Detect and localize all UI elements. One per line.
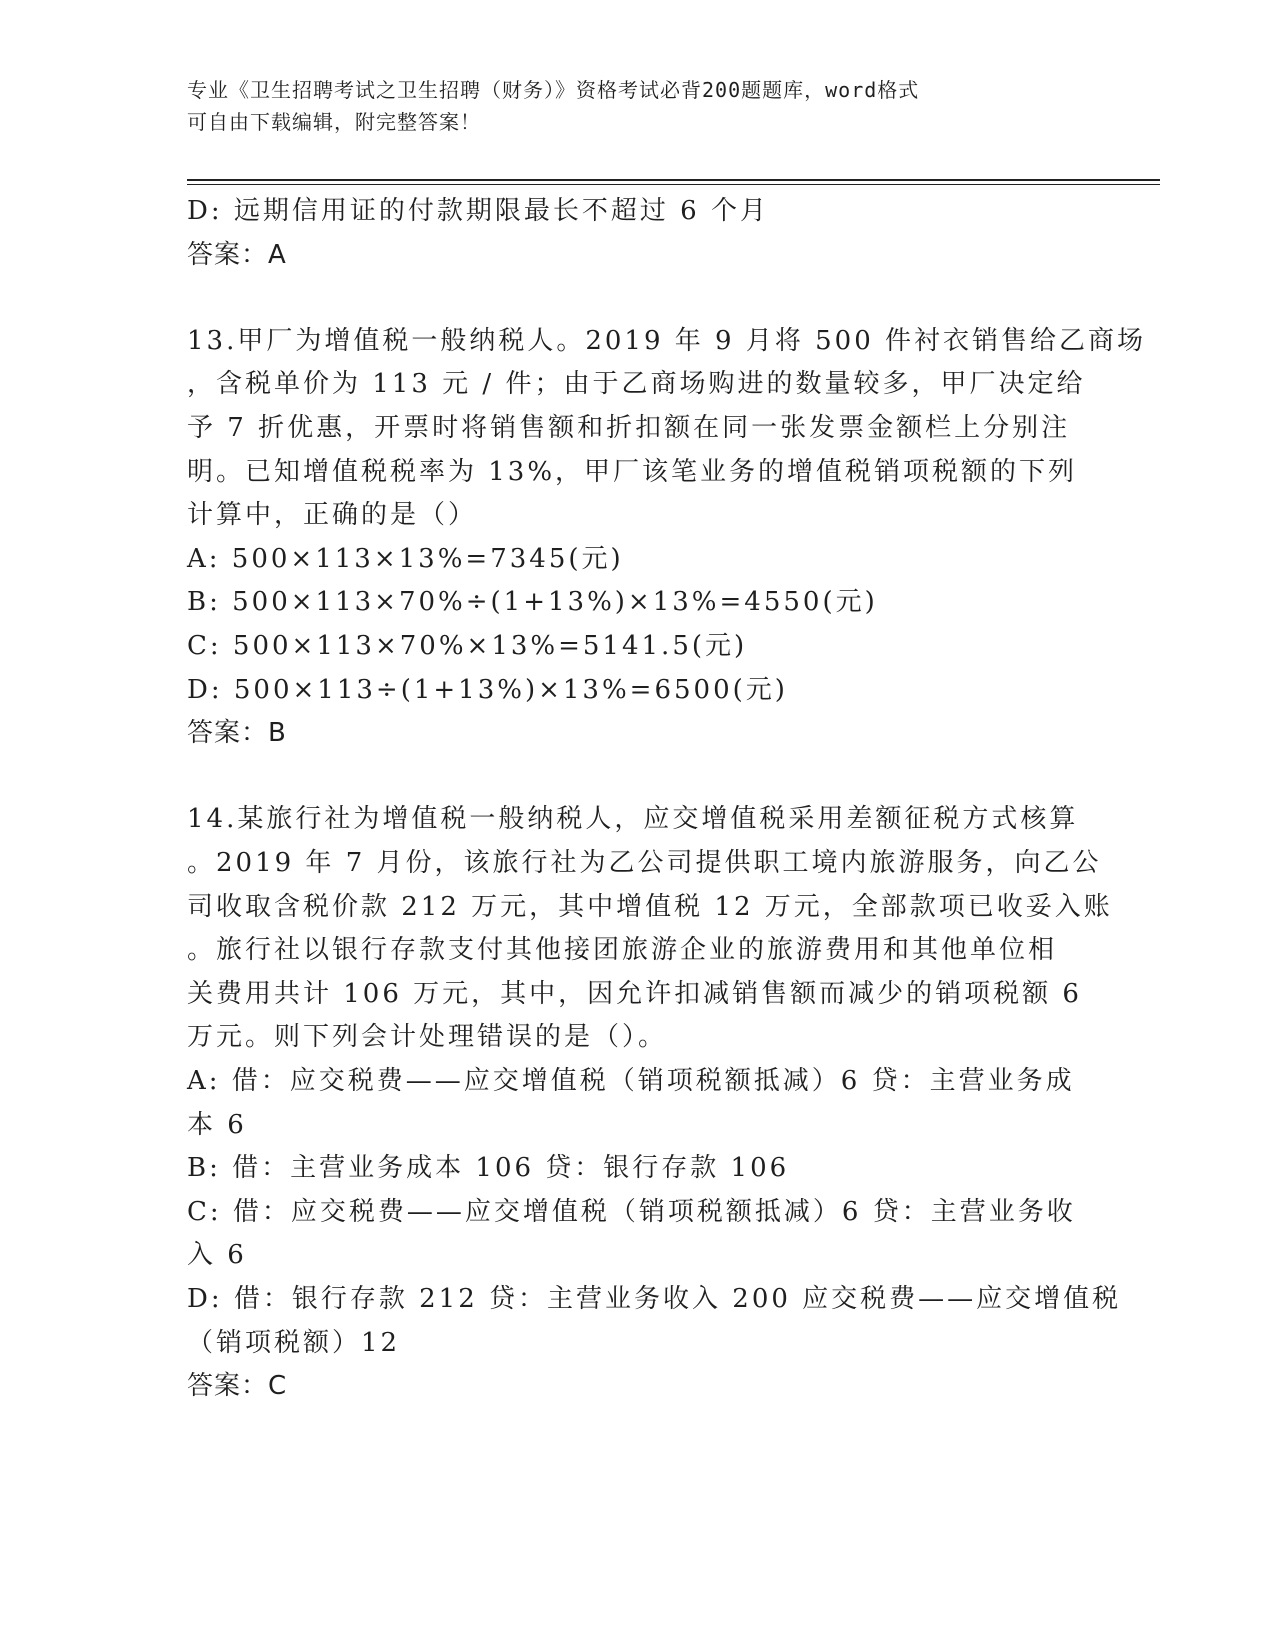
q14-option-b: B: 借：主营业务成本 106 贷：银行存款 106 (187, 1153, 790, 1183)
q13-option-b: B: 500×113×70%÷(1+13%)×13%=4550(元) (187, 587, 878, 617)
q14-option-a-cont: 本 6 (187, 1110, 247, 1140)
q13-stem-line: 计算中，正确的是（） (187, 500, 478, 530)
q13-stem-line: ，含税单价为 113 元 / 件；由于乙商场购进的数量较多，甲厂决定给 (187, 369, 1086, 399)
q12-option-d: D: 远期信用证的付款期限最长不超过 6 个月 (187, 196, 769, 226)
q13-stem-line: 明。已知增值税税率为 13%，甲厂该笔业务的增值税销项税额的下列 (187, 457, 1078, 487)
q13-option-d: D: 500×113÷(1+13%)×13%=6500(元) (187, 675, 788, 705)
q14-option-a: A: 借：应交税费——应交增值税（销项税额抵减）6 贷：主营业务成 (187, 1066, 1075, 1096)
header-rule-thin (187, 184, 1160, 185)
q14-stem-line: 关费用共计 106 万元，其中，因允许扣减销售额而减少的销项税额 6 (187, 979, 1082, 1009)
q14-stem-line: 万元。则下列会计处理错误的是（）。 (187, 1022, 668, 1052)
q14-option-d-cont: （销项税额）12 (187, 1328, 401, 1358)
q14-stem-line: 14.某旅行社为增值税一般纳税人，应交增值税采用差额征税方式核算 (187, 804, 1079, 834)
q13-option-c: C: 500×113×70%×13%=5141.5(元) (187, 631, 748, 661)
q14-option-c: C: 借：应交税费——应交增值税（销项税额抵减）6 贷：主营业务收 (187, 1197, 1076, 1227)
q14-stem-line: 。2019 年 7 月份，该旅行社为乙公司提供职工境内旅游服务，向乙公 (187, 848, 1102, 878)
q14-stem-line: 司收取含税价款 212 万元，其中增值税 12 万元，全部款项已收妥入账 (187, 892, 1113, 922)
q13-answer: 答案：B (187, 718, 287, 748)
q12-answer: 答案：A (187, 240, 287, 270)
q13-stem-line: 予 7 折优惠，开票时将销售额和折扣额在同一张发票金额栏上分别注 (187, 413, 1071, 443)
q14-option-d: D: 借：银行存款 212 贷：主营业务收入 200 应交税费——应交增值税 (187, 1284, 1122, 1314)
document-header (187, 74, 1067, 138)
q14-stem-line: 。旅行社以银行存款支付其他接团旅游企业的旅游费用和其他单位相 (187, 935, 1058, 965)
q13-option-a: A: 500×113×13%=7345(元) (187, 544, 624, 574)
header-line-2: 可自由下载编辑，附完整答案！ (187, 110, 481, 134)
q13-stem-line: 13.甲厂为增值税一般纳税人。2019 年 9 月将 500 件衬衣销售给乙商场 (187, 326, 1147, 356)
q14-option-c-cont: 入 6 (187, 1240, 247, 1270)
q14-answer: 答案：C (187, 1371, 288, 1401)
header-rule-thick (187, 179, 1160, 181)
header-line-1: 专业《卫生招聘考试之卫生招聘（财务）》资格考试必背200题题库，word格式 (187, 78, 920, 102)
